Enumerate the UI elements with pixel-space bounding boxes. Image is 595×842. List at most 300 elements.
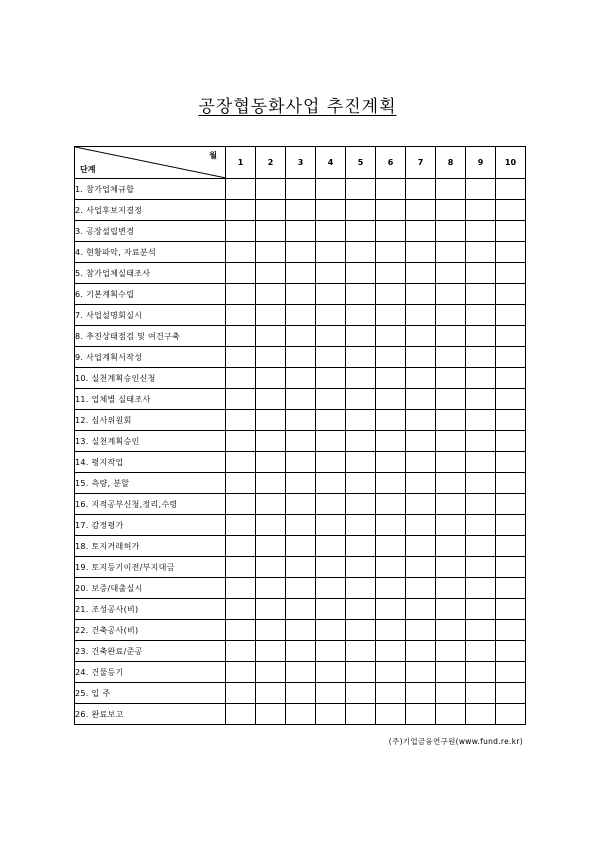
table-row: [75, 263, 526, 284]
schedule-cell: [376, 242, 406, 263]
schedule-cell: [376, 704, 406, 725]
table-row: [75, 452, 526, 473]
schedule-cell: [256, 641, 286, 662]
table-row: [75, 683, 526, 704]
schedule-cell: [346, 242, 376, 263]
schedule-cell: [256, 599, 286, 620]
month-label: 월: [209, 151, 217, 160]
schedule-cell: [346, 263, 376, 284]
schedule-cell: [346, 557, 376, 578]
schedule-cell: [256, 410, 286, 431]
schedule-cell: [226, 662, 256, 683]
schedule-cell: [376, 284, 406, 305]
schedule-cell: [406, 494, 436, 515]
schedule-cell: [316, 347, 346, 368]
schedule-cell: [346, 347, 376, 368]
schedule-cell: [316, 200, 346, 221]
schedule-cell: [316, 410, 346, 431]
schedule-cell: [346, 536, 376, 557]
schedule-cell: [286, 515, 316, 536]
schedule-cell: [286, 284, 316, 305]
schedule-cell: [316, 326, 346, 347]
schedule-cell: [406, 263, 436, 284]
schedule-cell: [436, 494, 466, 515]
schedule-cell: [256, 263, 286, 284]
schedule-cell: [406, 179, 436, 200]
schedule-cell: [496, 410, 526, 431]
schedule-cell: [406, 599, 436, 620]
schedule-cell: [496, 683, 526, 704]
schedule-cell: [346, 368, 376, 389]
month-header: 9: [466, 147, 496, 179]
table-row: [75, 284, 526, 305]
schedule-cell: [406, 242, 436, 263]
schedule-cell: [496, 536, 526, 557]
schedule-cell: [496, 641, 526, 662]
schedule-cell: [256, 326, 286, 347]
schedule-cell: [316, 242, 346, 263]
schedule-cell: [256, 536, 286, 557]
step-label: 7. 사업설명회실시: [75, 305, 226, 326]
schedule-cell: [406, 389, 436, 410]
schedule-cell: [226, 641, 256, 662]
schedule-cell: [256, 200, 286, 221]
month-header: 10: [496, 147, 526, 179]
schedule-cell: [346, 410, 376, 431]
schedule-cell: [346, 662, 376, 683]
schedule-cell: [226, 599, 256, 620]
schedule-cell: [466, 683, 496, 704]
schedule-cell: [226, 620, 256, 641]
schedule-cell: [226, 347, 256, 368]
schedule-cell: [496, 242, 526, 263]
step-label: 6. 기본계획수립: [75, 284, 226, 305]
schedule-cell: [256, 221, 286, 242]
schedule-cell: [466, 452, 496, 473]
schedule-cell: [436, 578, 466, 599]
schedule-cell: [496, 284, 526, 305]
schedule-cell: [286, 452, 316, 473]
schedule-cell: [226, 683, 256, 704]
schedule-cell: [226, 284, 256, 305]
step-label: 2. 사업후보지결정: [75, 200, 226, 221]
schedule-cell: [226, 431, 256, 452]
stage-label: 단계: [80, 165, 96, 174]
step-label: 25. 입 주: [75, 683, 226, 704]
schedule-cell: [286, 326, 316, 347]
schedule-cell: [286, 557, 316, 578]
schedule-cell: [316, 704, 346, 725]
schedule-cell: [346, 494, 376, 515]
schedule-cell: [286, 242, 316, 263]
schedule-cell: [256, 683, 286, 704]
schedule-cell: [466, 599, 496, 620]
schedule-cell: [316, 473, 346, 494]
schedule-cell: [346, 620, 376, 641]
schedule-cell: [316, 641, 346, 662]
step-label: 10. 실천계획승인신청: [75, 368, 226, 389]
schedule-cell: [466, 326, 496, 347]
step-label: 3. 공장설립변경: [75, 221, 226, 242]
table-row: [75, 200, 526, 221]
month-header: 3: [286, 147, 316, 179]
table-row: [75, 704, 526, 725]
table-row: [75, 662, 526, 683]
schedule-cell: [376, 179, 406, 200]
schedule-cell: [256, 473, 286, 494]
schedule-cell: [376, 620, 406, 641]
schedule-cell: [436, 473, 466, 494]
schedule-cell: [316, 536, 346, 557]
schedule-cell: [376, 515, 406, 536]
schedule-cell: [376, 578, 406, 599]
schedule-cell: [346, 452, 376, 473]
schedule-cell: [226, 305, 256, 326]
schedule-cell: [316, 221, 346, 242]
schedule-cell: [406, 347, 436, 368]
schedule-cell: [226, 473, 256, 494]
schedule-cell: [496, 305, 526, 326]
schedule-cell: [466, 620, 496, 641]
step-label: 20. 보증/대출실시: [75, 578, 226, 599]
schedule-cell: [376, 326, 406, 347]
schedule-cell: [406, 578, 436, 599]
schedule-cell: [346, 389, 376, 410]
schedule-cell: [466, 263, 496, 284]
schedule-cell: [406, 683, 436, 704]
schedule-cell: [436, 284, 466, 305]
schedule-cell: [316, 557, 346, 578]
schedule-cell: [316, 578, 346, 599]
schedule-cell: [286, 179, 316, 200]
schedule-cell: [226, 494, 256, 515]
schedule-cell: [466, 473, 496, 494]
schedule-cell: [496, 620, 526, 641]
schedule-cell: [226, 242, 256, 263]
schedule-cell: [406, 326, 436, 347]
schedule-cell: [286, 347, 316, 368]
schedule-cell: [256, 515, 286, 536]
schedule-cell: [286, 683, 316, 704]
schedule-cell: [406, 620, 436, 641]
schedule-cell: [346, 515, 376, 536]
schedule-cell: [496, 452, 526, 473]
schedule-cell: [466, 200, 496, 221]
step-label: 4. 현황파악, 자료분석: [75, 242, 226, 263]
schedule-cell: [496, 557, 526, 578]
schedule-cell: [256, 389, 286, 410]
schedule-cell: [466, 242, 496, 263]
table-row: [75, 578, 526, 599]
table-row: [75, 305, 526, 326]
schedule-cell: [346, 431, 376, 452]
schedule-cell: [436, 536, 466, 557]
step-label: 11. 업체별 실태조사: [75, 389, 226, 410]
schedule-cell: [286, 494, 316, 515]
schedule-cell: [496, 494, 526, 515]
schedule-cell: [466, 431, 496, 452]
schedule-cell: [466, 368, 496, 389]
schedule-cell: [376, 221, 406, 242]
step-label: 9. 사업계획서작성: [75, 347, 226, 368]
schedule-cell: [286, 263, 316, 284]
schedule-cell: [376, 473, 406, 494]
schedule-cell: [496, 662, 526, 683]
schedule-cell: [376, 452, 406, 473]
schedule-cell: [226, 515, 256, 536]
table-row: [75, 242, 526, 263]
schedule-cell: [496, 599, 526, 620]
step-label: 8. 추진상태점검 및 여건구축: [75, 326, 226, 347]
schedule-cell: [436, 599, 466, 620]
schedule-cell: [316, 683, 346, 704]
schedule-cell: [466, 641, 496, 662]
schedule-cell: [436, 242, 466, 263]
schedule-cell: [436, 305, 466, 326]
schedule-cell: [256, 620, 286, 641]
schedule-cell: [436, 431, 466, 452]
step-label: 26. 완료보고: [75, 704, 226, 725]
schedule-cell: [286, 599, 316, 620]
step-label: 23. 건축완료/준공: [75, 641, 226, 662]
schedule-cell: [466, 284, 496, 305]
schedule-cell: [466, 704, 496, 725]
schedule-cell: [436, 263, 466, 284]
source-footer: (주)기업금융연구원(www.fund.re.kr): [388, 737, 523, 746]
schedule-cell: [286, 641, 316, 662]
schedule-cell: [226, 221, 256, 242]
schedule-cell: [316, 662, 346, 683]
schedule-cell: [286, 620, 316, 641]
corner-header-cell: [75, 147, 226, 179]
schedule-cell: [436, 347, 466, 368]
schedule-cell: [406, 515, 436, 536]
schedule-cell: [496, 221, 526, 242]
schedule-cell: [376, 641, 406, 662]
schedule-cell: [286, 410, 316, 431]
schedule-cell: [376, 536, 406, 557]
schedule-cell: [466, 347, 496, 368]
table-row: [75, 641, 526, 662]
schedule-cell: [226, 536, 256, 557]
schedule-cell: [466, 389, 496, 410]
schedule-cell: [436, 620, 466, 641]
schedule-cell: [406, 662, 436, 683]
month-header: 7: [406, 147, 436, 179]
schedule-cell: [376, 368, 406, 389]
schedule-cell: [286, 578, 316, 599]
schedule-cell: [406, 305, 436, 326]
schedule-cell: [316, 494, 346, 515]
schedule-cell: [376, 263, 406, 284]
schedule-cell: [346, 305, 376, 326]
schedule-cell: [286, 389, 316, 410]
schedule-cell: [436, 515, 466, 536]
table-row: [75, 473, 526, 494]
table-row: [75, 536, 526, 557]
table-row: [75, 326, 526, 347]
schedule-cell: [256, 494, 286, 515]
schedule-cell: [436, 179, 466, 200]
schedule-cell: [496, 326, 526, 347]
schedule-cell: [286, 221, 316, 242]
schedule-cell: [256, 368, 286, 389]
schedule-cell: [226, 410, 256, 431]
schedule-cell: [436, 704, 466, 725]
schedule-cell: [466, 578, 496, 599]
step-label: 12. 심사위원회: [75, 410, 226, 431]
table-row: [75, 410, 526, 431]
month-header: 6: [376, 147, 406, 179]
page-title: 공장협동화사업 추진계획: [198, 97, 397, 117]
step-label: 19. 토지등기이전/부지대금: [75, 557, 226, 578]
step-label: 18. 토지거래허가: [75, 536, 226, 557]
schedule-cell: [496, 473, 526, 494]
schedule-cell: [346, 641, 376, 662]
schedule-cell: [346, 683, 376, 704]
schedule-cell: [466, 536, 496, 557]
month-header: 2: [256, 147, 286, 179]
schedule-cell: [436, 221, 466, 242]
schedule-cell: [346, 221, 376, 242]
table-row: [75, 221, 526, 242]
schedule-cell: [256, 284, 286, 305]
schedule-cell: [466, 515, 496, 536]
month-header: 8: [436, 147, 466, 179]
schedule-cell: [346, 200, 376, 221]
schedule-cell: [286, 431, 316, 452]
schedule-cell: [436, 662, 466, 683]
schedule-cell: [286, 200, 316, 221]
schedule-cell: [286, 662, 316, 683]
schedule-cell: [376, 347, 406, 368]
schedule-cell: [376, 557, 406, 578]
schedule-cell: [256, 179, 286, 200]
schedule-cell: [226, 179, 256, 200]
month-header: 1: [226, 147, 256, 179]
schedule-cell: [496, 578, 526, 599]
schedule-cell: [256, 662, 286, 683]
schedule-cell: [376, 305, 406, 326]
step-label: 16. 지적공부신청,정리,수령: [75, 494, 226, 515]
schedule-cell: [316, 368, 346, 389]
schedule-cell: [406, 200, 436, 221]
schedule-cell: [496, 431, 526, 452]
schedule-cell: [436, 326, 466, 347]
schedule-cell: [466, 557, 496, 578]
schedule-cell: [346, 326, 376, 347]
schedule-cell: [466, 179, 496, 200]
step-label: 5. 참가업체실태조사: [75, 263, 226, 284]
schedule-cell: [226, 452, 256, 473]
schedule-cell: [406, 473, 436, 494]
schedule-cell: [346, 599, 376, 620]
schedule-cell: [466, 662, 496, 683]
schedule-cell: [436, 557, 466, 578]
schedule-cell: [466, 305, 496, 326]
table-row: [75, 599, 526, 620]
schedule-cell: [226, 368, 256, 389]
schedule-cell: [226, 326, 256, 347]
schedule-cell: [436, 641, 466, 662]
schedule-cell: [376, 431, 406, 452]
schedule-cell: [286, 305, 316, 326]
schedule-cell: [346, 284, 376, 305]
table-row: [75, 431, 526, 452]
schedule-cell: [496, 263, 526, 284]
step-label: 21. 조성공사(비): [75, 599, 226, 620]
schedule-cell: [226, 263, 256, 284]
schedule-cell: [316, 305, 346, 326]
schedule-cell: [436, 200, 466, 221]
schedule-cell: [406, 536, 436, 557]
schedule-cell: [346, 578, 376, 599]
schedule-cell: [286, 704, 316, 725]
month-header: 4: [316, 147, 346, 179]
schedule-cell: [316, 179, 346, 200]
schedule-cell: [436, 389, 466, 410]
schedule-cell: [496, 179, 526, 200]
schedule-cell: [316, 620, 346, 641]
schedule-cell: [256, 578, 286, 599]
table-row: [75, 515, 526, 536]
schedule-cell: [376, 662, 406, 683]
schedule-cell: [226, 389, 256, 410]
schedule-cell: [406, 704, 436, 725]
step-label: 14. 평지작업: [75, 452, 226, 473]
schedule-cell: [406, 410, 436, 431]
schedule-cell: [256, 452, 286, 473]
schedule-cell: [316, 452, 346, 473]
schedule-cell: [286, 368, 316, 389]
schedule-cell: [466, 221, 496, 242]
schedule-cell: [466, 410, 496, 431]
schedule-cell: [436, 683, 466, 704]
schedule-cell: [376, 599, 406, 620]
schedule-cell: [256, 704, 286, 725]
schedule-cell: [406, 641, 436, 662]
step-label: 1. 참가업체규합: [75, 179, 226, 200]
schedule-cell: [346, 473, 376, 494]
schedule-cell: [256, 305, 286, 326]
schedule-cell: [286, 536, 316, 557]
schedule-cell: [286, 473, 316, 494]
table-row: [75, 179, 526, 200]
schedule-cell: [316, 284, 346, 305]
schedule-cell: [496, 389, 526, 410]
table-row: [75, 389, 526, 410]
schedule-cell: [436, 410, 466, 431]
schedule-cell: [406, 368, 436, 389]
schedule-cell: [316, 431, 346, 452]
step-label: 24. 건물등기: [75, 662, 226, 683]
diagonal-line: [75, 147, 226, 178]
header-row: [75, 147, 526, 179]
schedule-cell: [256, 242, 286, 263]
schedule-cell: [316, 389, 346, 410]
step-label: 13. 실천계획승인: [75, 431, 226, 452]
schedule-cell: [496, 200, 526, 221]
table-row: [75, 557, 526, 578]
schedule-cell: [256, 347, 286, 368]
schedule-cell: [226, 704, 256, 725]
table-row: [75, 347, 526, 368]
schedule-cell: [406, 221, 436, 242]
table-row: [75, 368, 526, 389]
step-label: 15. 측량, 분할: [75, 473, 226, 494]
schedule-cell: [376, 683, 406, 704]
schedule-cell: [466, 494, 496, 515]
